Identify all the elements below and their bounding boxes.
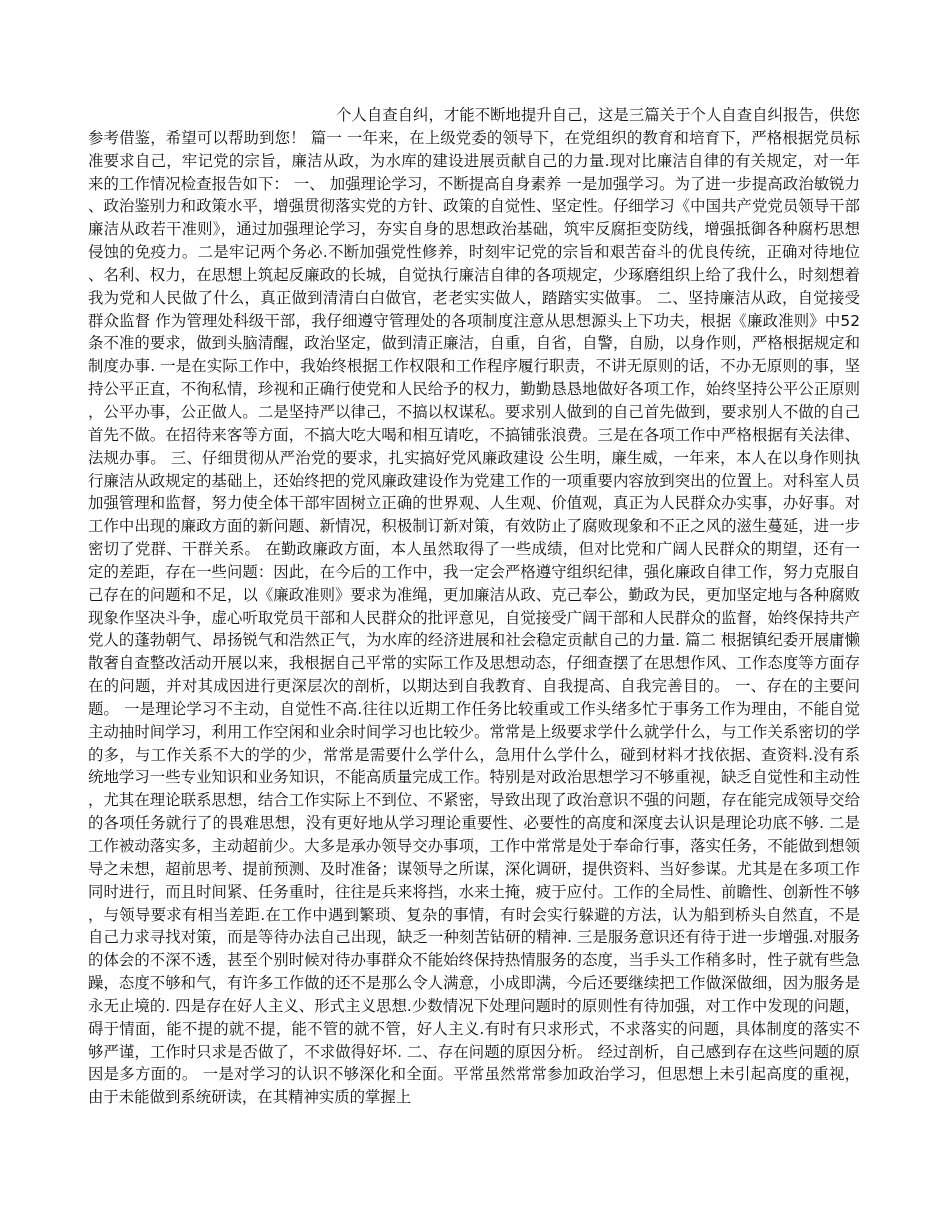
document-body-text: 个人自查自纠，才能不断地提升自己，这是三篇关于个人自查自纠报告，供您参考借鉴，希望可以帮助到您！ 篇一 一年来，在上级党委的领导下，在党组织的教育和培育下，严格根据党员标准要求自己，牢记党的宗旨，廉洁从政，为水库的建设进展贡献自己的力量.现对比廉洁自律的有关规定，对一年来的工作情况检查报告如下： 一、 加强理论学习，不断提高自身素养 一是加强学习。为了进一步提高政治敏锐力、政治鉴别力和政策水平，增强贯彻落实党的方针、政策的自觉性、坚定性。仔细学习《中国共产党党员领导干部廉洁从政若干准则》，通过加强理论学习，夯实自身的思想政治基础，筑牢反腐拒变防线，增强抵御各种腐朽思想侵蚀的免疫力。二是牢记两个务必.不断加强党性修养，时刻牢记党的宗旨和艰苦奋斗的优良传统，正确对待地位、名利、权力，在思想上筑起反廉政的长城，自觉执行廉洁自律的各项规定，少琢磨组织上给了我什么，时刻想着我为党和人民做了什么，真正做到清清白白做官，老老实实做人，踏踏实实做事。 二、坚持廉洁从政，自觉接受群众监督 作为管理处科级干部，我仔细遵守管理处的各项制度注意从思想源头上下功夫，根据《廉政准则》中52条不准的要求，做到头脑清醒，政治坚定，做到清正廉洁，自重，自省，自警，自励，以身作则，严格根据规定和制度办事. 一是在实际工作中，我始终根据工作权限和工作程序履行职责，不讲无原则的话，不办无原则的事，坚持公平正直，不徇私情，珍视和正确行使党和人民给予的权力，勤勤恳恳地做好各项工作，始终坚持公平公正原则，公平办事，公正做人。二是坚持严以律己，不搞以权谋私。要求别人做到的自己首先做到，要求别人不做的自己首先不做。在招待来客等方面，不搞大吃大喝和相互请吃，不搞铺张浪费。三是在各项工作中严格根据有关法律、法规办事。 三、仔细贯彻从严治党的要求，扎实搞好党风廉政建设 公生明，廉生威，一年来，本人在以身作则执行廉洁从政规定的基础上，还始终把的党风廉政建设作为党建工作的一项重要内容放到突出的位置上。对科室人员加强管理和监督，努力使全体干部牢固树立正确的世界观、人生观、价值观，真正为人民群众办实事，办好事。对工作中出现的廉政方面的新问题、新情况，积极制订新对策，有效防止了腐败现象和不正之风的滋生蔓延，进一步密切了党群、干群关系。 在勤政廉政方面，本人虽然取得了一些成绩，但对比党和广阔人民群众的期望，还有一定的差距，存在一些问题：因此，在今后的工作中，我一定会严格遵守组织纪律，强化廉政自律工作，努力克服自己存在的问题和不足，以《廉政准则》要求为准绳，更加廉洁从政、克己奉公，勤政为民，更加坚定地与各种腐败现象作坚决斗争，虚心听取党员干部和人民群众的批评意见，自觉接受广阔干部和人民群众的监督，始终保持共产党人的蓬勃朝气、昂扬锐气和浩然正气，为水库的经济进展和社会稳定贡献自己的力量. 篇二 根据镇纪委开展庸懒散奢自查整改活动开展以来，我根据自己平常的实际工作及思想动态，仔细查摆了在思想作风、工作态度等方面存在的问题，并对其成因进行更深层次的剖析，以期达到自我教育、自我提高、自我完善目的。 一、存在的主要问题。 一是理论学习不主动，自觉性不高.往往以近期工作任务比较重或工作头绪多忙于事务工作为理由，不能自觉主动抽时间学习，利用工作空闲和业余时间学习也比较少。常常是上级要求学什么就学什么，与工作关系密切的学的多，与工作关系不大的学的少，常常是需要什么学什么，急用什么学什么，碰到材料才找依据、查资料.没有系统地学习一些专业知识和业务知识，不能高质量完成工作。特别是对政治思想学习不够重视，缺乏自觉性和主动性，尤其在理论联系思想，结合工作实际上不到位、不紧密，导致出现了政治意识不强的问题，存在能完成领导交给的各项任务就行了的畏难思想，没有更好地从学习理论重要性、必要性的高度和深度去认识是理论功底不够. 二是工作被动落实多，主动超前少。大多是承办领导交办事项，工作中常常是处于奉命行事，落实任务，不能做到想领导之未想，超前思考、提前预测、及时准备；谋领导之所谋，深化调研，提供资料、当好参谋。尤其是在多项工作同时进行，而且时间紧、任务重时，往往是兵来将挡，水来土掩，疲于应付。工作的全局性、前瞻性、创新性不够，与领导要求有相当差距.在工作中遇到繁琐、复杂的事情，有时会实行躲避的方法，认为船到桥头自然直，不是自己力求寻找对策，而是等待办法自己出现，缺乏一种刻苦钻研的精神. 三是服务意识还有待于进一步增强.对服务的体会的不深不透，甚至个别时候对待办事群众不能始终保持热情服务的态度，当手头工作稍多时，性子就有些急躁，态度不够和气，有许多工作做的还不是那么令人满意，小成即满，今后还要继续把工作做深做细，因为服务是永无止境的. 四是存在好人主义、形式主义思想.少数情况下处理问题时的原则性有待加强，对工作中发现的问题，碍于情面，能不提的就不提，能不管的就不管，好人主义.有时有只求形式，不求落实的问题，具体制度的落实不够严谨，工作时只求是否做了，不求做得好坏. 二、存在问题的原因分析。 经过剖析，自己感到存在这些问题的原因是多方面的。 一是对学习的认识不够深化和全面。平常虽然常常参加政治学习，但思想上未引起高度的重视，由于未能做到系统研读，在其精神实质的掌握上 — [88, 106, 860, 1107]
document-page — [88, 0, 860, 1230]
